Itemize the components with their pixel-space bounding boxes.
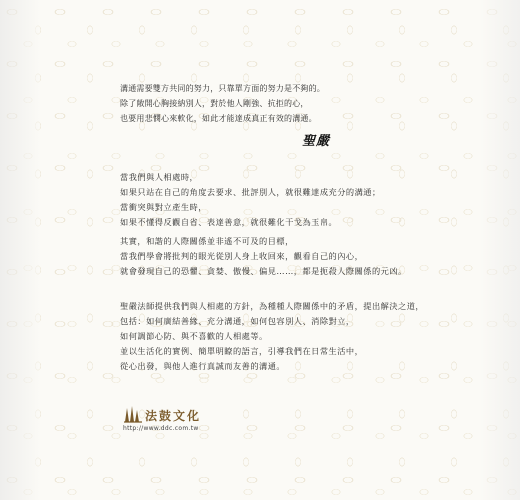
publisher-name: 法鼓文化 bbox=[145, 409, 202, 423]
paragraph-1 bbox=[120, 170, 440, 230]
paragraph-line: 從心出發，與他人進行真誠而友善的溝通。 bbox=[120, 361, 286, 371]
quote-line: 溝通需要雙方共同的努力，只靠單方面的努力是不夠的。 bbox=[120, 84, 325, 93]
paragraph-line: 當我們學會將批判的眼光從別人身上收回來，觀看自己的內心， bbox=[120, 251, 364, 261]
paragraph-line: 如果不懂得反觀自省、表達善意，就很難化干戈為玉帛。 bbox=[120, 217, 338, 227]
right-page-shade bbox=[480, 0, 520, 500]
paragraph-line: 如果只站在自己的角度去要求、批評別人，就很難達成充分的溝通； bbox=[120, 187, 381, 197]
paragraph-line: 當衝突與對立產生時， bbox=[120, 202, 207, 212]
paragraph-2 bbox=[120, 234, 440, 279]
publisher-mark-icon bbox=[123, 405, 143, 423]
paragraph-line: 如何調節心防、與不喜歡的人相處等。 bbox=[120, 331, 268, 341]
signature: 聖嚴 bbox=[302, 134, 331, 149]
publisher-url: http://www.ddc.com.tw bbox=[123, 425, 199, 432]
paragraph-line: 包括：如何廣結善緣、充分溝通，如何包容別人、消除對立， bbox=[120, 316, 355, 326]
quote-line: 除了敞開心胸接納別人，對於他人剛強、抗拒的心， bbox=[120, 99, 309, 108]
left-page-shade bbox=[0, 0, 40, 500]
paragraph-line: 並以生活化的實例、簡單明瞭的語言，引導我們在日常生活中， bbox=[120, 346, 364, 356]
paragraph-line: 其實，和諧的人際關係並非遙不可及的目標， bbox=[120, 236, 294, 246]
paragraph-line: 聖嚴法師提供我們與人相處的方針，為種種人際關係中的矛盾，提出解決之道， bbox=[120, 301, 425, 311]
quote-line: 也要用悲憫心來軟化，如此才能達成真正有效的溝通。 bbox=[120, 114, 317, 123]
paragraph-3 bbox=[120, 299, 440, 374]
quote-block bbox=[120, 81, 440, 126]
paragraph-line: 就會發現自己的恐懼、貪婪、傲慢、偏見……，都是扼殺人際關係的元凶。 bbox=[120, 266, 407, 276]
paragraph-line: 當我們與人相處時， bbox=[120, 172, 199, 182]
